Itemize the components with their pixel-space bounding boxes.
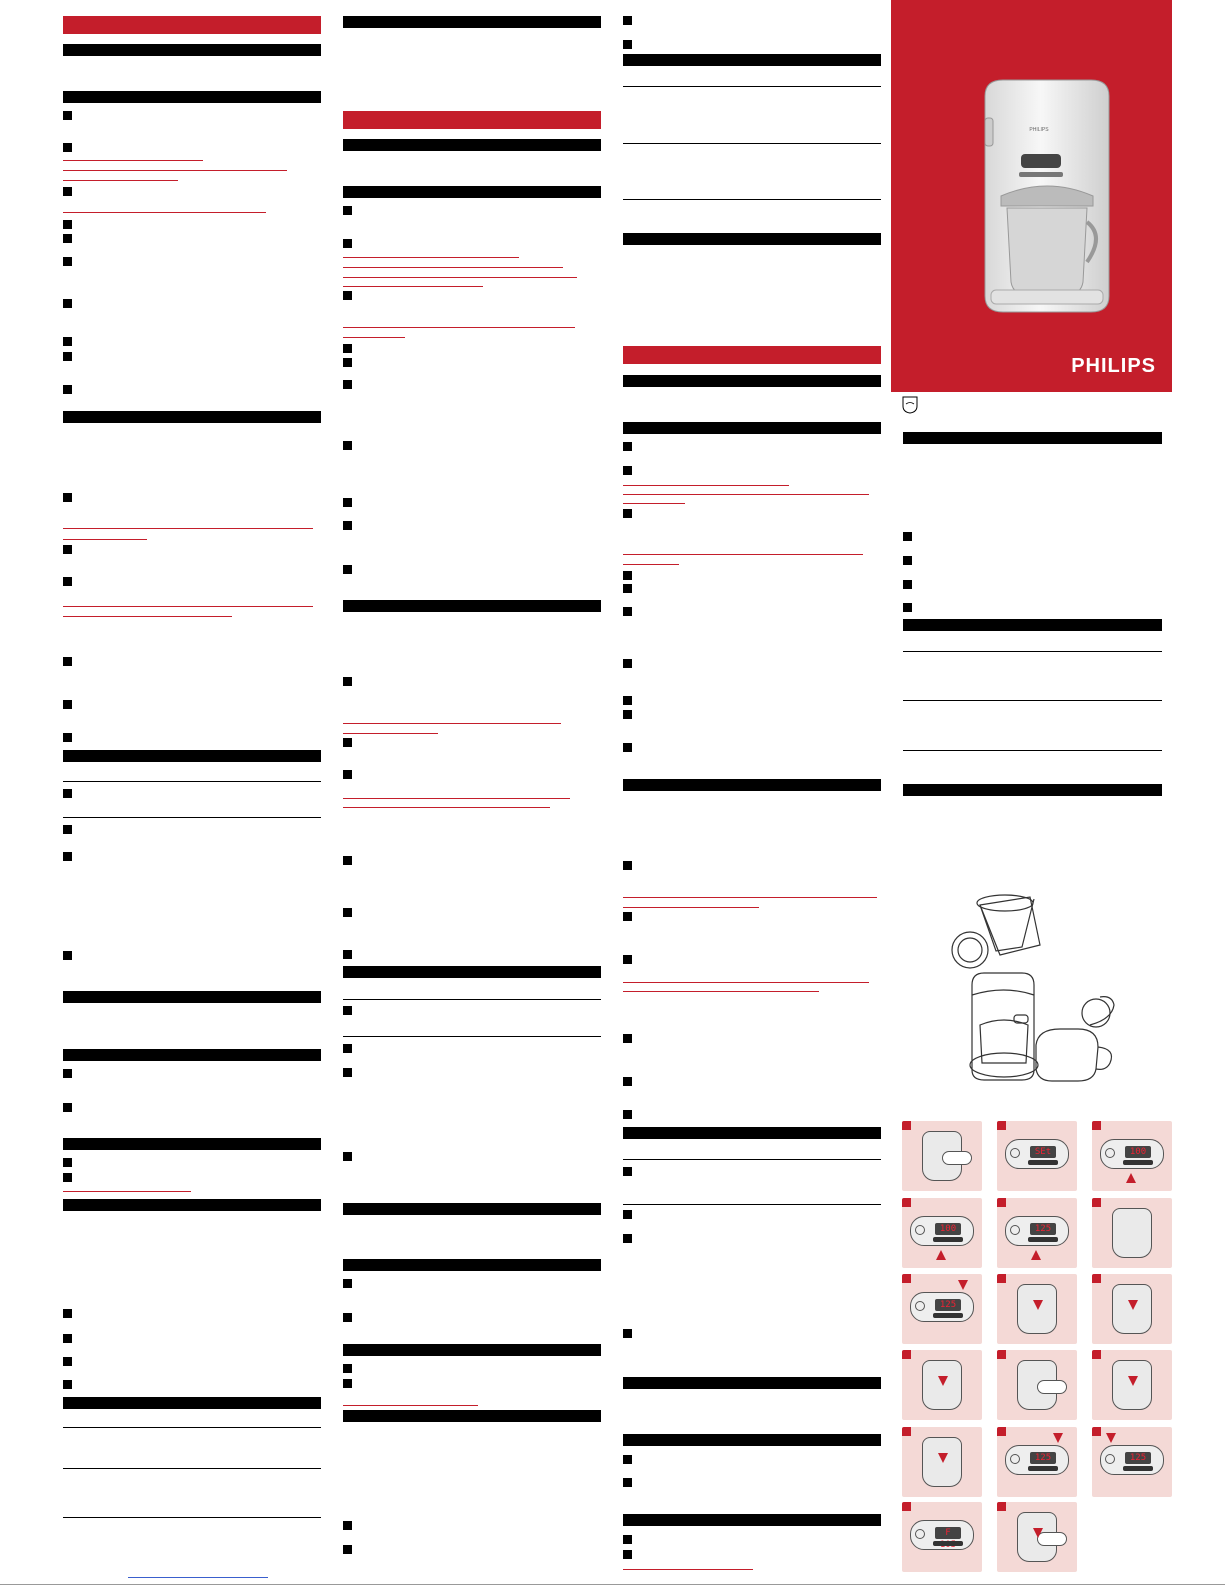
clock-icon (1105, 1454, 1115, 1464)
table-rule (623, 86, 881, 87)
bullet-icon (343, 1044, 352, 1053)
bullet-icon (63, 187, 72, 196)
arrow-up-icon (1126, 1173, 1136, 1183)
figure-marker-icon (997, 1121, 1006, 1130)
bullet-icon (63, 337, 72, 346)
figure-13 (902, 1427, 982, 1497)
arrow-down-icon (938, 1376, 948, 1386)
bullet-icon (623, 861, 632, 870)
section-heading-bar (623, 779, 881, 791)
bullet-icon (343, 498, 352, 507)
section-heading-bar (63, 750, 321, 762)
table-rule (63, 1517, 321, 1518)
display-panel-icon (1100, 1445, 1164, 1475)
section-heading-bar (343, 186, 601, 198)
display-panel-icon (910, 1216, 974, 1246)
bullet-icon (63, 852, 72, 861)
figure-10 (902, 1350, 982, 1420)
arrow-down-icon (1053, 1433, 1063, 1443)
link-underline (623, 897, 877, 898)
button-strip-icon (1123, 1466, 1153, 1471)
clock-icon (1010, 1454, 1020, 1464)
figure-4 (902, 1198, 982, 1268)
section-heading-bar (343, 966, 601, 978)
figure-8 (997, 1274, 1077, 1344)
table-rule (623, 1204, 881, 1205)
bullet-icon (63, 1069, 72, 1078)
link-underline (623, 564, 679, 565)
arrow-down-icon (1128, 1300, 1138, 1310)
bullet-icon (63, 1380, 72, 1389)
link-underline (343, 337, 405, 338)
display-panel-icon (1005, 1445, 1069, 1475)
link-underline (623, 991, 819, 992)
section-heading-bar (343, 600, 601, 612)
bullet-icon (343, 358, 352, 367)
section-heading-bar (343, 1344, 601, 1356)
section-header-red (623, 346, 881, 364)
link-underline (343, 1405, 478, 1406)
product-label: PHILIPS (1029, 127, 1049, 133)
bullet-icon (63, 577, 72, 586)
table-rule (623, 199, 881, 200)
bullet-icon (63, 657, 72, 666)
figure-17 (997, 1502, 1077, 1572)
bullet-icon (343, 738, 352, 747)
display-panel-icon (910, 1292, 974, 1322)
section-heading-bar (903, 432, 1162, 444)
bullet-icon (623, 584, 632, 593)
link-underline (343, 257, 519, 258)
table-rule (343, 1036, 601, 1037)
figure-marker-icon (902, 1198, 911, 1207)
bullet-icon (343, 239, 352, 248)
link-underline (63, 616, 232, 617)
bullet-icon (623, 607, 632, 616)
section-heading-bar (63, 91, 321, 103)
bullet-icon (343, 677, 352, 686)
coffee-maker-illustration (891, 0, 1172, 392)
figure-marker-icon (1092, 1427, 1101, 1436)
bullet-icon (623, 1535, 632, 1544)
bullet-icon (623, 1210, 632, 1219)
column-2 (343, 0, 601, 1585)
button-strip-icon (1028, 1466, 1058, 1471)
link-underline (623, 982, 869, 983)
bullet-icon (623, 696, 632, 705)
figure-11 (997, 1350, 1077, 1420)
bullet-icon (63, 352, 72, 361)
bullet-icon (63, 1334, 72, 1343)
bullet-icon (623, 1478, 632, 1487)
display-readout: SEt (1030, 1146, 1056, 1158)
section-heading-bar (903, 619, 1162, 631)
section-heading-bar (343, 1410, 601, 1422)
figure-5 (997, 1198, 1077, 1268)
link-underline (343, 807, 550, 808)
bullet-icon (623, 466, 632, 475)
bullet-icon (623, 16, 632, 25)
bullet-icon (63, 700, 72, 709)
bullet-icon (343, 856, 352, 865)
button-strip-icon (933, 1313, 963, 1318)
figure-1 (902, 1121, 982, 1191)
bullet-icon (63, 299, 72, 308)
bullet-icon (623, 912, 632, 921)
figure-marker-icon (997, 1198, 1006, 1207)
link-underline (63, 1191, 191, 1192)
section-heading-bar (623, 422, 881, 434)
bullet-icon (63, 789, 72, 798)
figure-marker-icon (902, 1350, 911, 1359)
bullet-icon (343, 908, 352, 917)
bullet-icon (63, 234, 72, 243)
figure-marker-icon (1092, 1350, 1101, 1359)
bullet-icon (343, 344, 352, 353)
table-rule (903, 750, 1162, 751)
link-underline (343, 267, 563, 268)
bullet-icon (623, 1110, 632, 1119)
link-underline (63, 180, 178, 181)
link-underline (343, 286, 483, 287)
button-strip-icon (1028, 1160, 1058, 1165)
figure-6 (1092, 1198, 1172, 1268)
link-underline (63, 539, 147, 540)
figure-14 (997, 1427, 1077, 1497)
bullet-icon (623, 1234, 632, 1243)
link-underline (343, 798, 570, 799)
bullet-icon (623, 1167, 632, 1176)
bullet-icon (903, 532, 912, 541)
bullet-icon (63, 385, 72, 394)
display-readout: 100 (935, 1223, 961, 1235)
bullet-icon (903, 580, 912, 589)
display-readout: 100 (1125, 1146, 1151, 1158)
section-heading-bar (623, 1377, 881, 1389)
table-rule (63, 781, 321, 782)
bullet-icon (63, 493, 72, 502)
bullet-icon (343, 565, 352, 574)
bullet-icon (623, 1550, 632, 1559)
column-1 (63, 0, 321, 1585)
footer-link-underline (128, 1577, 268, 1578)
section-heading-bar (623, 233, 881, 245)
figure-marker-icon (1092, 1121, 1101, 1130)
link-underline (63, 528, 313, 529)
bullet-icon (623, 1034, 632, 1043)
bullet-icon (343, 380, 352, 389)
arrow-down-icon (1106, 1433, 1116, 1443)
clock-icon (1105, 1148, 1115, 1158)
water-jug-icon (1112, 1208, 1152, 1258)
clock-icon (1010, 1148, 1020, 1158)
table-rule (623, 143, 881, 144)
bullet-icon (63, 257, 72, 266)
arrow-up-icon (1031, 1250, 1041, 1260)
figure-marker-icon (902, 1121, 911, 1130)
link-underline (623, 485, 789, 486)
bullet-icon (903, 556, 912, 565)
bullet-icon (623, 571, 632, 580)
section-heading-bar (343, 139, 601, 151)
clock-icon (915, 1301, 925, 1311)
bullet-icon (63, 1173, 72, 1182)
link-underline (63, 212, 266, 213)
bullet-icon (63, 733, 72, 742)
bullet-icon (63, 1158, 72, 1167)
table-rule (903, 700, 1162, 701)
figure-marker-icon (997, 1427, 1006, 1436)
link-underline (623, 494, 869, 495)
section-heading-bar (63, 1049, 321, 1061)
link-underline (63, 170, 287, 171)
section-heading-bar (903, 784, 1162, 796)
arrow-down-icon (958, 1280, 968, 1290)
bullet-icon (623, 659, 632, 668)
display-readout: 125 (1030, 1452, 1056, 1464)
table-rule (63, 1468, 321, 1469)
link-underline (623, 503, 685, 504)
button-strip-icon (933, 1541, 963, 1546)
figure-marker-icon (997, 1350, 1006, 1359)
section-heading-bar (623, 375, 881, 387)
button-strip-icon (1028, 1237, 1058, 1242)
section-heading-bar (63, 411, 321, 423)
figure-12 (1092, 1350, 1172, 1420)
bullet-icon (63, 545, 72, 554)
section-heading-bar (63, 1397, 321, 1409)
arrow-down-icon (938, 1453, 948, 1463)
figure-marker-icon (997, 1502, 1006, 1511)
bullet-icon (63, 220, 72, 229)
bullet-icon (63, 1103, 72, 1112)
link-underline (343, 327, 575, 328)
bullet-icon (343, 1152, 352, 1161)
link-underline (343, 723, 561, 724)
brand-logo: PHILIPS (1071, 355, 1156, 377)
bullet-icon (623, 442, 632, 451)
bullet-icon (343, 521, 352, 530)
philips-shield-icon (902, 396, 918, 414)
display-readout: 125 (1030, 1223, 1056, 1235)
bullet-icon (343, 1313, 352, 1322)
bullet-icon (343, 1279, 352, 1288)
display-readout: 125 (935, 1299, 961, 1311)
bullet-icon (623, 509, 632, 518)
section-header-red (63, 16, 321, 34)
table-rule (63, 1427, 321, 1428)
figure-marker-icon (1092, 1274, 1101, 1283)
figure-16 (902, 1502, 982, 1572)
section-heading-bar (63, 1199, 321, 1211)
display-panel-icon (1005, 1139, 1069, 1169)
section-header-red (343, 111, 601, 129)
table-rule (63, 817, 321, 818)
figure-marker-icon (1092, 1198, 1101, 1207)
bullet-icon (343, 291, 352, 300)
bullet-icon (63, 1309, 72, 1318)
figure-marker-icon (997, 1274, 1006, 1283)
section-heading-bar (343, 1259, 601, 1271)
button-strip-icon (1123, 1160, 1153, 1165)
bullet-icon (343, 1364, 352, 1373)
bullet-icon (343, 1068, 352, 1077)
button-strip-icon (933, 1237, 963, 1242)
link-underline (623, 554, 863, 555)
bullet-icon (343, 441, 352, 450)
bullet-icon (623, 1455, 632, 1464)
bullet-icon (343, 770, 352, 779)
bullet-icon (63, 1357, 72, 1366)
link-underline (343, 277, 577, 278)
section-heading-bar (623, 1514, 881, 1526)
bullet-icon (63, 825, 72, 834)
bullet-icon (623, 955, 632, 964)
bullet-icon (623, 743, 632, 752)
clock-icon (915, 1529, 925, 1539)
figure-marker-icon (902, 1274, 911, 1283)
section-heading-bar (343, 16, 601, 28)
arrow-down-icon (1033, 1528, 1043, 1538)
display-panel-icon (1005, 1216, 1069, 1246)
section-heading-bar (623, 1434, 881, 1446)
section-heading-bar (623, 54, 881, 66)
figure-2 (997, 1121, 1077, 1191)
bullet-icon (623, 710, 632, 719)
section-heading-bar (623, 1127, 881, 1139)
bullet-icon (63, 951, 72, 960)
figure-9 (1092, 1274, 1172, 1344)
link-underline (63, 606, 313, 607)
section-heading-bar (63, 1138, 321, 1150)
link-underline (63, 160, 203, 161)
clock-icon (915, 1225, 925, 1235)
bullet-icon (343, 1006, 352, 1015)
arrow-down-icon (1033, 1300, 1043, 1310)
arrow-up-icon (936, 1250, 946, 1260)
bullet-icon (623, 1077, 632, 1086)
bullet-icon (623, 40, 632, 49)
figure-marker-icon (902, 1502, 911, 1511)
display-panel-icon (910, 1520, 974, 1550)
hand-icon (942, 1151, 972, 1165)
bullet-icon (343, 1521, 352, 1530)
link-underline (623, 1569, 753, 1570)
column-3 (623, 0, 881, 1585)
link-underline (623, 907, 759, 908)
clock-icon (1010, 1225, 1020, 1235)
arrow-down-icon (1128, 1376, 1138, 1386)
hand-icon (1037, 1380, 1067, 1394)
section-heading-bar (63, 44, 321, 56)
table-rule (623, 1159, 881, 1160)
bullet-icon (63, 143, 72, 152)
bullet-icon (343, 1545, 352, 1554)
section-heading-bar (343, 1203, 601, 1215)
bullet-icon (343, 950, 352, 959)
bullet-icon (903, 603, 912, 612)
figure-7 (902, 1274, 982, 1344)
table-rule (343, 999, 601, 1000)
section-heading-bar (63, 991, 321, 1003)
cover-panel (891, 0, 1172, 392)
display-readout: 125 (1125, 1452, 1151, 1464)
link-underline (343, 733, 438, 734)
bullet-icon (63, 111, 72, 120)
bullet-icon (343, 1379, 352, 1388)
figure-3 (1092, 1121, 1172, 1191)
display-readout: F (935, 1527, 961, 1539)
figure-marker-icon (902, 1427, 911, 1436)
bullet-icon (343, 206, 352, 215)
table-rule (903, 651, 1162, 652)
parts-diagram (940, 885, 1120, 1105)
display-panel-icon (1100, 1139, 1164, 1169)
figure-15 (1092, 1427, 1172, 1497)
bullet-icon (623, 1329, 632, 1338)
